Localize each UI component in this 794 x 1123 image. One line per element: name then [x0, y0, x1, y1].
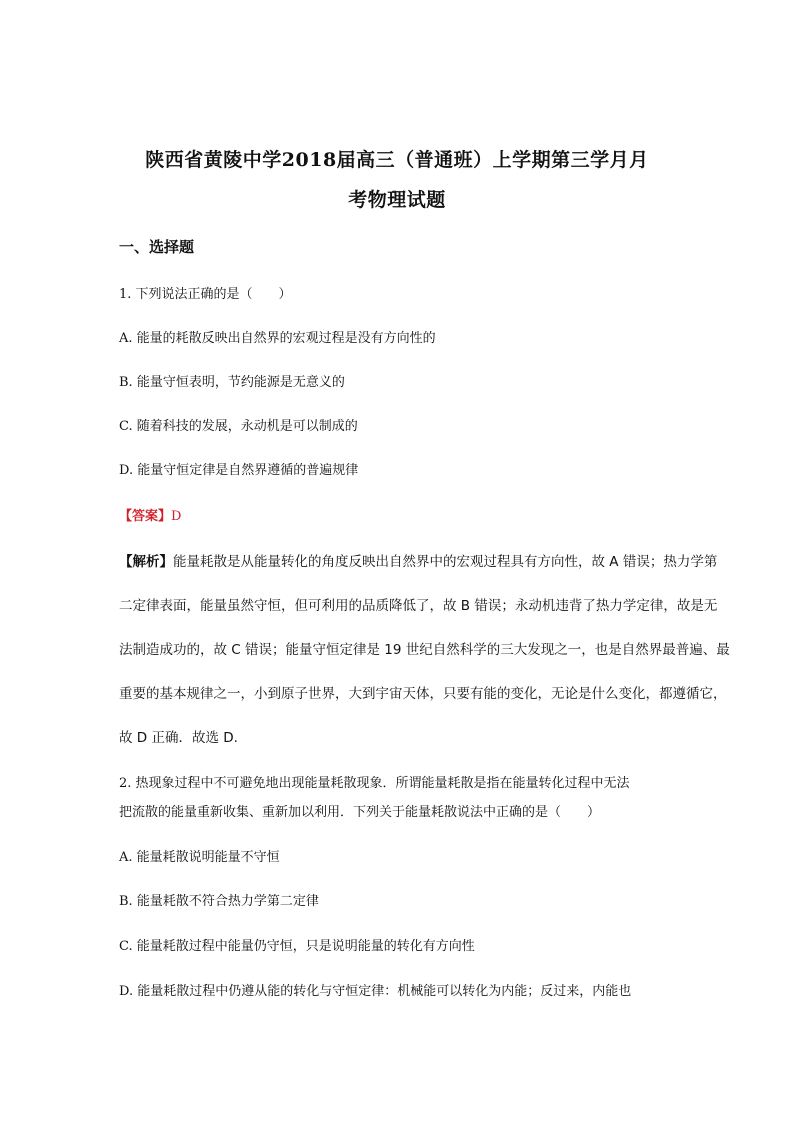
question-2-stem-line-1: 2. 热现象过程中不可避免地出现能量耗散现象．所谓能量耗散是指在能量转化过程中无法	[119, 776, 630, 791]
explanation-line-1	[119, 550, 718, 570]
question-1-option-d: D. 能量守恒定律是自然界遵循的普遍规律	[119, 463, 359, 478]
question-2-stem-line-2: 把流散的能量重新收集、重新加以利用．下列关于能量耗散说法中正确的是（ ）	[119, 805, 601, 820]
explanation-tag: 【解析】	[119, 554, 173, 570]
question-2-option-b: B. 能量耗散不符合热力学第二定律	[119, 894, 319, 909]
section-heading: 一、选择题	[119, 238, 195, 256]
question-1-stem: 1. 下列说法正确的是（ ）	[119, 287, 292, 302]
question-1-option-b: B. 能量守恒表明，节约能源是无意义的	[119, 375, 345, 390]
explanation-line-3: 法制造成功的，故 C 错误；能量守恒定律是 19 世纪自然科学的三大发现之一，也是自然界最普遍、最	[119, 642, 730, 658]
page-title-line-2: 考物理试题	[348, 189, 446, 211]
page-title-line-1: 陕西省黄陵中学2018届高三（普通班）上学期第三学月月	[145, 149, 649, 171]
explanation-text: 能量耗散是从能量转化的角度反映出自然界中的宏观过程具有方向性，故 A 错误；热力学第	[173, 554, 718, 570]
question-2-option-a: A. 能量耗散说明能量不守恒	[119, 850, 280, 865]
question-2-option-c: C. 能量耗散过程中能量仍守恒，只是说明能量的转化有方向性	[119, 939, 475, 954]
explanation-line-4: 重要的基本规律之一，小到原子世界，大到宇宙天体，只要有能的变化，无论是什么变化，都遵循它，	[119, 686, 727, 702]
answer-value: D	[171, 509, 182, 524]
question-2-option-d: D. 能量耗散过程中仍遵从能的转化与守恒定律：机械能可以转化为内能；反过来，内能也	[119, 984, 632, 999]
question-1-answer	[119, 505, 181, 524]
explanation-line-2: 二定律表面，能量虽然守恒，但可利用的品质降低了，故 B 错误；永动机违背了热力学定律，故是无	[119, 598, 718, 614]
question-1-option-c: C. 随着科技的发展，永动机是可以制成的	[119, 419, 358, 434]
explanation-line-5: 故 D 正确．故选 D.	[119, 730, 238, 746]
question-1-option-a: A. 能量的耗散反映出自然界的宏观过程是没有方向性的	[119, 331, 436, 346]
answer-tag: 【答案】	[119, 509, 172, 524]
